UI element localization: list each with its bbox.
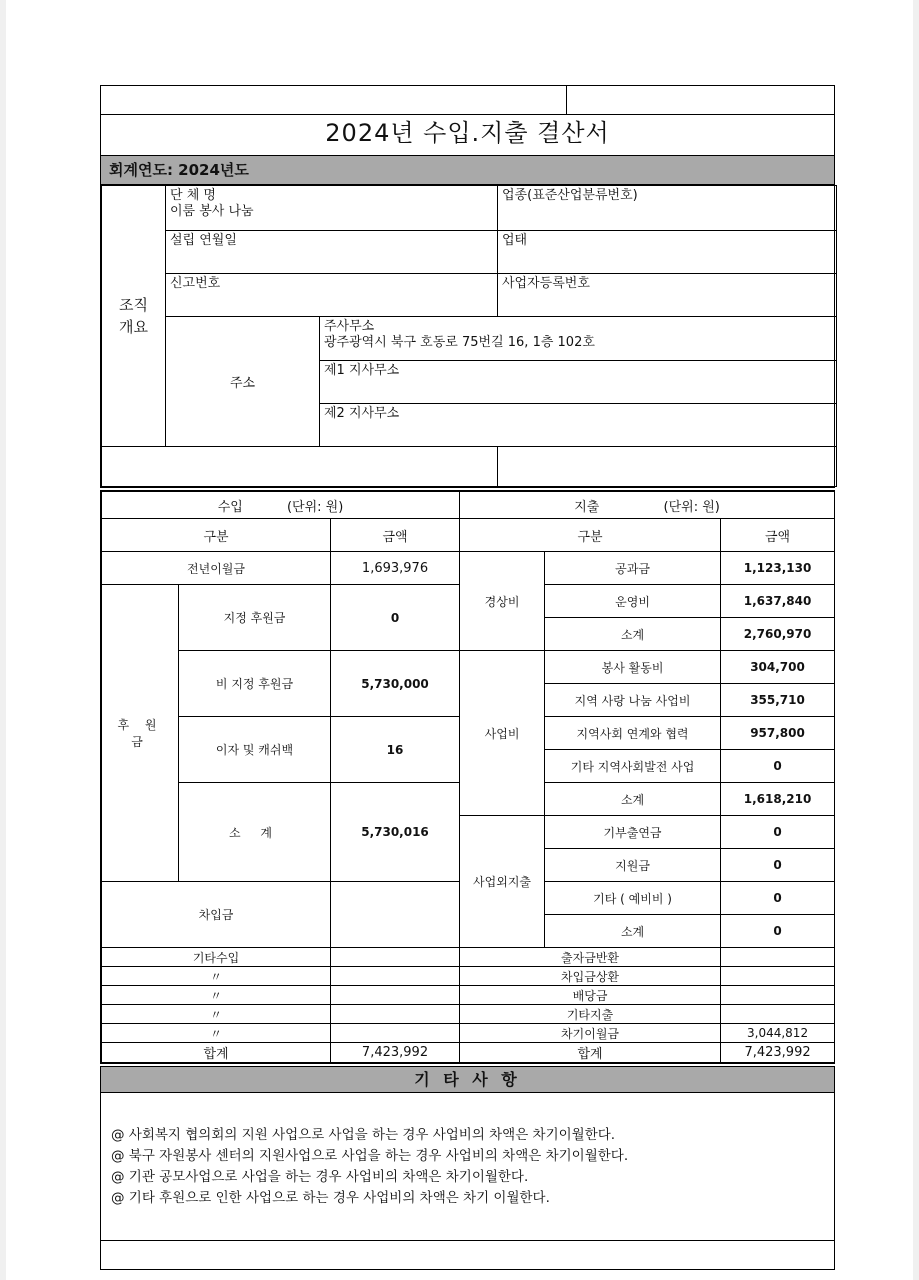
- note-line: @ 북구 자원봉사 센터의 지원사업으로 사업을 하는 경우 사업비의 차액은 차기이월한다.: [111, 1148, 629, 1164]
- op-subtotal-label: 소계: [545, 618, 721, 651]
- other-income-value: [331, 948, 460, 967]
- subtotal-value: 5,730,016: [331, 783, 460, 882]
- utilities-label: 공과금: [545, 552, 721, 585]
- other-exp-label: 기타지출: [460, 1005, 721, 1024]
- notes-body: [100, 1092, 835, 1241]
- next-carry-value: 3,044,812: [721, 1024, 835, 1043]
- income-col-category: 구분: [102, 519, 331, 552]
- community-label: 지역사회 연계와 협력: [545, 717, 721, 750]
- income-header: [102, 492, 460, 519]
- biz-reg-label: 사업자등록번호: [498, 274, 837, 317]
- expense-header-label: 지출: [574, 499, 600, 515]
- expense-col-category: 구분: [460, 519, 721, 552]
- address-label: 주소: [166, 317, 320, 446]
- income-total-label: 합계: [102, 1043, 331, 1063]
- business-type-label: 업태: [498, 231, 837, 274]
- next-carry-label: 차기이월금: [460, 1024, 721, 1043]
- volunteer-value: 304,700: [721, 651, 835, 684]
- document-title: 2024년 수입.지출 결산서: [325, 119, 610, 147]
- other-exp-value: [721, 1005, 835, 1024]
- title-block: [100, 85, 835, 156]
- income-expense-table: [100, 490, 835, 1064]
- interest-label: 이자 및 캐쉬백: [179, 717, 331, 783]
- note-line: @ 사회복지 협의회의 지원 사업으로 사업을 하는 경우 사업비의 차액은 차기이월한다.: [111, 1127, 616, 1143]
- org-section-label-1: 조직: [119, 295, 148, 314]
- branch1-label: 제1 지사무소: [320, 360, 837, 403]
- np-subtotal-label: 소계: [545, 915, 721, 948]
- dividend-label: 배당금: [460, 986, 721, 1005]
- org-name-value: 이룸 봉사 나눔: [170, 204, 254, 219]
- expense-col-amount: 금액: [721, 519, 835, 552]
- non-designated-value: 5,730,000: [331, 651, 460, 717]
- branch2-label: 제2 지사무소: [320, 403, 837, 446]
- income-header-label: 수입: [217, 499, 243, 515]
- capital-return-label: 출자금반환: [460, 948, 721, 967]
- ditto-2: 〃: [102, 986, 331, 1005]
- local-love-value: 355,710: [721, 684, 835, 717]
- org-name-cell: [166, 186, 498, 231]
- income-col-amount: 금액: [331, 519, 460, 552]
- footer-empty-row: [100, 1240, 835, 1270]
- ditto-3-value: [331, 1005, 460, 1024]
- borrowing-value: [331, 882, 460, 948]
- donation-out-label: 기부출연금: [545, 816, 721, 849]
- grant-label: 지원금: [545, 849, 721, 882]
- utilities-value: 1,123,130: [721, 552, 835, 585]
- grant-value: 0: [721, 849, 835, 882]
- header-cell-right: [566, 86, 834, 115]
- ditto-1: 〃: [102, 967, 331, 986]
- operation-value: 1,637,840: [721, 585, 835, 618]
- org-section-label: [102, 186, 166, 447]
- reserve-label: 기타 ( 예비비 ): [545, 882, 721, 915]
- dividend-value: [721, 986, 835, 1005]
- org-name-label: 단 체 명: [170, 188, 216, 203]
- fiscal-year-bar: 회계연도: 2024년도: [100, 155, 835, 185]
- non-designated-label: 비 지정 후원금: [179, 651, 331, 717]
- subtotal-label: 소 계: [179, 783, 331, 882]
- ditto-3: 〃: [102, 1005, 331, 1024]
- proj-subtotal-label: 소계: [545, 783, 721, 816]
- industry-label: 업종(표준산업분류번호): [498, 186, 837, 231]
- nonproject-group: 사업외지출: [460, 816, 545, 948]
- income-total-value: 7,423,992: [331, 1043, 460, 1063]
- designated-label: 지정 후원금: [179, 585, 331, 651]
- capital-return-value: [721, 948, 835, 967]
- local-love-label: 지역 사랑 나눔 사업비: [545, 684, 721, 717]
- donation-out-value: 0: [721, 816, 835, 849]
- main-office-cell: [320, 317, 837, 360]
- op-subtotal-value: 2,760,970: [721, 618, 835, 651]
- org-empty-left: [102, 446, 498, 486]
- donation-group: 후 원 금: [102, 585, 179, 882]
- expense-unit: (단위: 원): [663, 499, 720, 515]
- income-unit: (단위: 원): [286, 499, 344, 515]
- proj-subtotal-value: 1,618,210: [721, 783, 835, 816]
- notes-list: [101, 1125, 834, 1209]
- founded-label: 설립 연월일: [166, 231, 498, 274]
- note-line: @ 기타 후원으로 인한 사업으로 하는 경우 사업비의 차액은 차기 이월한다.: [111, 1190, 550, 1206]
- community-value: 957,800: [721, 717, 835, 750]
- document-page: [6, 0, 913, 1280]
- carryover-value: 1,693,976: [331, 552, 460, 585]
- main-office-value: 광주광역시 북구 호동로 75번길 16, 1층 102호: [324, 335, 595, 351]
- report-no-label: 신고번호: [166, 274, 498, 317]
- ditto-1-value: [331, 967, 460, 986]
- designated-value: 0: [331, 585, 460, 651]
- note-line: @ 기관 공모사업으로 사업을 하는 경우 사업비의 차액은 차기이월한다.: [111, 1169, 529, 1185]
- np-subtotal-value: 0: [721, 915, 835, 948]
- org-overview: [100, 184, 835, 488]
- other-dev-value: 0: [721, 750, 835, 783]
- main-office-label: 주사무소: [324, 319, 375, 335]
- other-dev-label: 기타 지역사회발전 사업: [545, 750, 721, 783]
- borrowing-label: 차입금: [102, 882, 331, 948]
- notes-header: 기 타 사 항: [100, 1066, 835, 1093]
- ditto-4-value: [331, 1024, 460, 1043]
- operating-group: 경상비: [460, 552, 545, 651]
- ditto-4: 〃: [102, 1024, 331, 1043]
- expense-total-label: 합계: [460, 1043, 721, 1063]
- reserve-value: 0: [721, 882, 835, 915]
- expense-total-value: 7,423,992: [721, 1043, 835, 1063]
- loan-repay-label: 차입금상환: [460, 967, 721, 986]
- org-section-label-2: 개요: [119, 317, 148, 336]
- volunteer-label: 봉사 활동비: [545, 651, 721, 684]
- loan-repay-value: [721, 967, 835, 986]
- ditto-2-value: [331, 986, 460, 1005]
- interest-value: 16: [331, 717, 460, 783]
- expense-header: [460, 492, 835, 519]
- other-income-label: 기타수입: [102, 948, 331, 967]
- project-group: 사업비: [460, 651, 545, 816]
- header-cell-left: [101, 86, 567, 115]
- carryover-label: 전년이월금: [102, 552, 331, 585]
- org-empty-right: [498, 446, 837, 486]
- operation-label: 운영비: [545, 585, 721, 618]
